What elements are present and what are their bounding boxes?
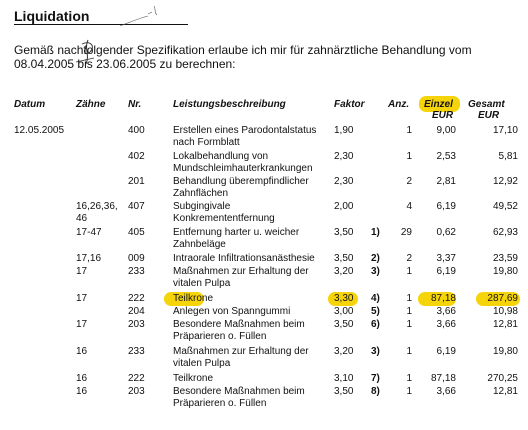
cell-note: 8) bbox=[371, 386, 380, 397]
cell-einzel: 2,81 bbox=[436, 176, 456, 187]
header-einzel-unit: EUR bbox=[432, 110, 454, 121]
cell-nr: 233 bbox=[128, 266, 145, 277]
cell-einzel: 3,66 bbox=[436, 306, 456, 317]
cell-nr: 405 bbox=[128, 227, 145, 238]
cell-anz: 1 bbox=[406, 293, 412, 304]
document-title: Liquidation bbox=[14, 8, 90, 24]
cell-desc: Intraorale Infiltrationsanästhesie bbox=[173, 253, 315, 264]
cell-desc-cont: Zahnbeläge bbox=[173, 239, 226, 250]
header-nr: Nr. bbox=[128, 99, 142, 110]
cell-gesamt: 19,80 bbox=[492, 266, 518, 277]
cell-desc-cont: vitalen Pulpa bbox=[173, 358, 231, 369]
cell-note: 5) bbox=[371, 306, 380, 317]
cell-note: 6) bbox=[371, 319, 380, 330]
cell-einzel: 3,37 bbox=[436, 253, 456, 264]
intro-text bbox=[14, 43, 520, 71]
cell-nr: 400 bbox=[128, 125, 145, 136]
cell-faktor: 1,90 bbox=[334, 125, 354, 136]
cell-gesamt: 5,81 bbox=[498, 151, 518, 162]
cell-einzel: 6,19 bbox=[436, 201, 456, 212]
cell-faktor: 3,50 bbox=[334, 319, 354, 330]
cell-gesamt: 19,80 bbox=[492, 346, 518, 357]
cell-nr: 233 bbox=[128, 346, 145, 357]
cell-zaehne: 16 bbox=[76, 386, 88, 397]
cell-note: 7) bbox=[371, 373, 380, 384]
cell-anz: 1 bbox=[406, 151, 412, 162]
cell-zaehne: 17 bbox=[76, 293, 88, 304]
cell-note: 3) bbox=[371, 266, 380, 277]
cell-gesamt: 12,81 bbox=[492, 386, 518, 397]
cell-nr: 407 bbox=[128, 201, 145, 212]
cell-faktor: 2,30 bbox=[334, 176, 354, 187]
cell-nr: 009 bbox=[128, 253, 145, 264]
cell-gesamt: 270,25 bbox=[487, 373, 518, 384]
cell-anz: 2 bbox=[406, 176, 412, 187]
cell-desc: Behandlung überempfindlicher bbox=[173, 176, 309, 187]
cell-desc-cont: Konkremententfernung bbox=[173, 213, 275, 224]
cell-zaehne: 17-47 bbox=[76, 227, 102, 238]
cell-faktor: 3,30 bbox=[334, 293, 354, 304]
cell-faktor: 2,00 bbox=[334, 201, 354, 212]
cell-zaehne: 17 bbox=[76, 266, 88, 277]
cell-nr: 402 bbox=[128, 151, 145, 162]
cell-desc: Erstellen eines Parodontalstatus bbox=[173, 125, 317, 136]
header-gesamt-unit: EUR bbox=[478, 110, 500, 121]
cell-desc: Teilkrone bbox=[173, 293, 214, 304]
cell-faktor: 3,10 bbox=[334, 373, 354, 384]
cell-faktor: 3,50 bbox=[334, 227, 354, 238]
cell-anz: 29 bbox=[400, 227, 412, 238]
cell-anz: 1 bbox=[406, 266, 412, 277]
cell-anz: 2 bbox=[406, 253, 412, 264]
cell-zaehne: 16,26,36, bbox=[76, 201, 118, 212]
header-datum: Datum bbox=[14, 99, 46, 110]
cell-faktor: 2,30 bbox=[334, 151, 354, 162]
cell-desc-cont: vitalen Pulpa bbox=[173, 278, 231, 289]
header-zaehne: Zähne bbox=[76, 99, 106, 110]
cell-zaehne-cont: 46 bbox=[76, 213, 88, 224]
cell-desc: Maßnahmen zur Erhaltung der bbox=[173, 266, 309, 277]
cell-gesamt: 12,81 bbox=[492, 319, 518, 330]
cell-desc-cont: Präparieren o. Füllen bbox=[173, 398, 267, 409]
cell-gesamt: 287,69 bbox=[487, 293, 518, 304]
cell-desc-cont: Zahnflächen bbox=[173, 188, 229, 199]
cell-desc: Subgingivale bbox=[173, 201, 231, 212]
cell-nr: 203 bbox=[128, 319, 145, 330]
header-einzel: Einzel bbox=[424, 99, 453, 110]
cell-datum: 12.05.2005 bbox=[14, 125, 65, 136]
cell-desc: Besondere Maßnahmen beim bbox=[173, 386, 305, 397]
cell-desc-cont: Mundschleimhauterkrankungen bbox=[173, 163, 313, 174]
cell-anz: 1 bbox=[406, 319, 412, 330]
cell-nr: 222 bbox=[128, 373, 145, 384]
cell-desc: Besondere Maßnahmen beim bbox=[173, 319, 305, 330]
cell-note: 4) bbox=[371, 293, 380, 304]
cell-anz: 1 bbox=[406, 373, 412, 384]
header-leistung: Leistungsbeschreibung bbox=[173, 99, 286, 110]
cell-note: 2) bbox=[371, 253, 380, 264]
cell-anz: 1 bbox=[406, 125, 412, 136]
cell-faktor: 3,50 bbox=[334, 386, 354, 397]
cell-zaehne: 17,16 bbox=[76, 253, 102, 264]
cell-nr: 222 bbox=[128, 293, 145, 304]
cell-faktor: 3,00 bbox=[334, 306, 354, 317]
cell-desc: Teilkrone bbox=[173, 373, 214, 384]
cell-note: 1) bbox=[371, 227, 380, 238]
cell-einzel: 3,66 bbox=[436, 386, 456, 397]
cell-zaehne: 17 bbox=[76, 319, 88, 330]
cell-zaehne: 16 bbox=[76, 373, 88, 384]
cell-gesamt: 17,10 bbox=[492, 125, 518, 136]
cell-nr: 204 bbox=[128, 306, 145, 317]
cell-desc: Entfernung harter u. weicher bbox=[173, 227, 300, 238]
cell-anz: 1 bbox=[406, 346, 412, 357]
cell-desc-cont: nach Formblatt bbox=[173, 137, 240, 148]
cell-einzel: 2,53 bbox=[436, 151, 456, 162]
cell-desc: Maßnahmen zur Erhaltung der bbox=[173, 346, 309, 357]
cell-einzel: 9,00 bbox=[436, 125, 456, 136]
header-anz: Anz. bbox=[388, 99, 410, 110]
cell-nr: 201 bbox=[128, 176, 145, 187]
cell-faktor: 3,20 bbox=[334, 346, 354, 357]
cell-gesamt: 62,93 bbox=[492, 227, 518, 238]
cell-einzel: 87,18 bbox=[430, 293, 456, 304]
cell-gesamt: 23,59 bbox=[492, 253, 518, 264]
cell-faktor: 3,20 bbox=[334, 266, 354, 277]
header-gesamt: Gesamt bbox=[468, 99, 505, 110]
cell-note: 3) bbox=[371, 346, 380, 357]
cell-anz: 1 bbox=[406, 386, 412, 397]
cell-desc-cont: Präparieren o. Füllen bbox=[173, 331, 267, 342]
cell-desc: Lokalbehandlung von bbox=[173, 151, 269, 162]
cell-faktor: 3,50 bbox=[334, 253, 354, 264]
cell-einzel: 87,18 bbox=[430, 373, 456, 384]
cell-gesamt: 10,98 bbox=[492, 306, 518, 317]
cell-nr: 203 bbox=[128, 386, 145, 397]
cell-einzel: 3,66 bbox=[436, 319, 456, 330]
cell-einzel: 0,62 bbox=[436, 227, 456, 238]
cell-gesamt: 12,92 bbox=[492, 176, 518, 187]
cell-gesamt: 49,52 bbox=[492, 201, 518, 212]
cell-desc: Anlegen von Spanngummi bbox=[173, 306, 291, 317]
cell-anz: 1 bbox=[406, 306, 412, 317]
cell-einzel: 6,19 bbox=[436, 266, 456, 277]
cell-zaehne: 16 bbox=[76, 346, 88, 357]
header-faktor: Faktor bbox=[334, 99, 365, 110]
intro-line-2: 08.04.2005 bis 23.06.2005 zu berechnen: bbox=[14, 57, 236, 71]
cell-anz: 4 bbox=[406, 201, 412, 212]
intro-line-1: Gemäß nachfolgender Spezifikation erlaube ich mir für zahnärztliche Behandlung vom bbox=[14, 43, 472, 57]
cell-einzel: 6,19 bbox=[436, 346, 456, 357]
